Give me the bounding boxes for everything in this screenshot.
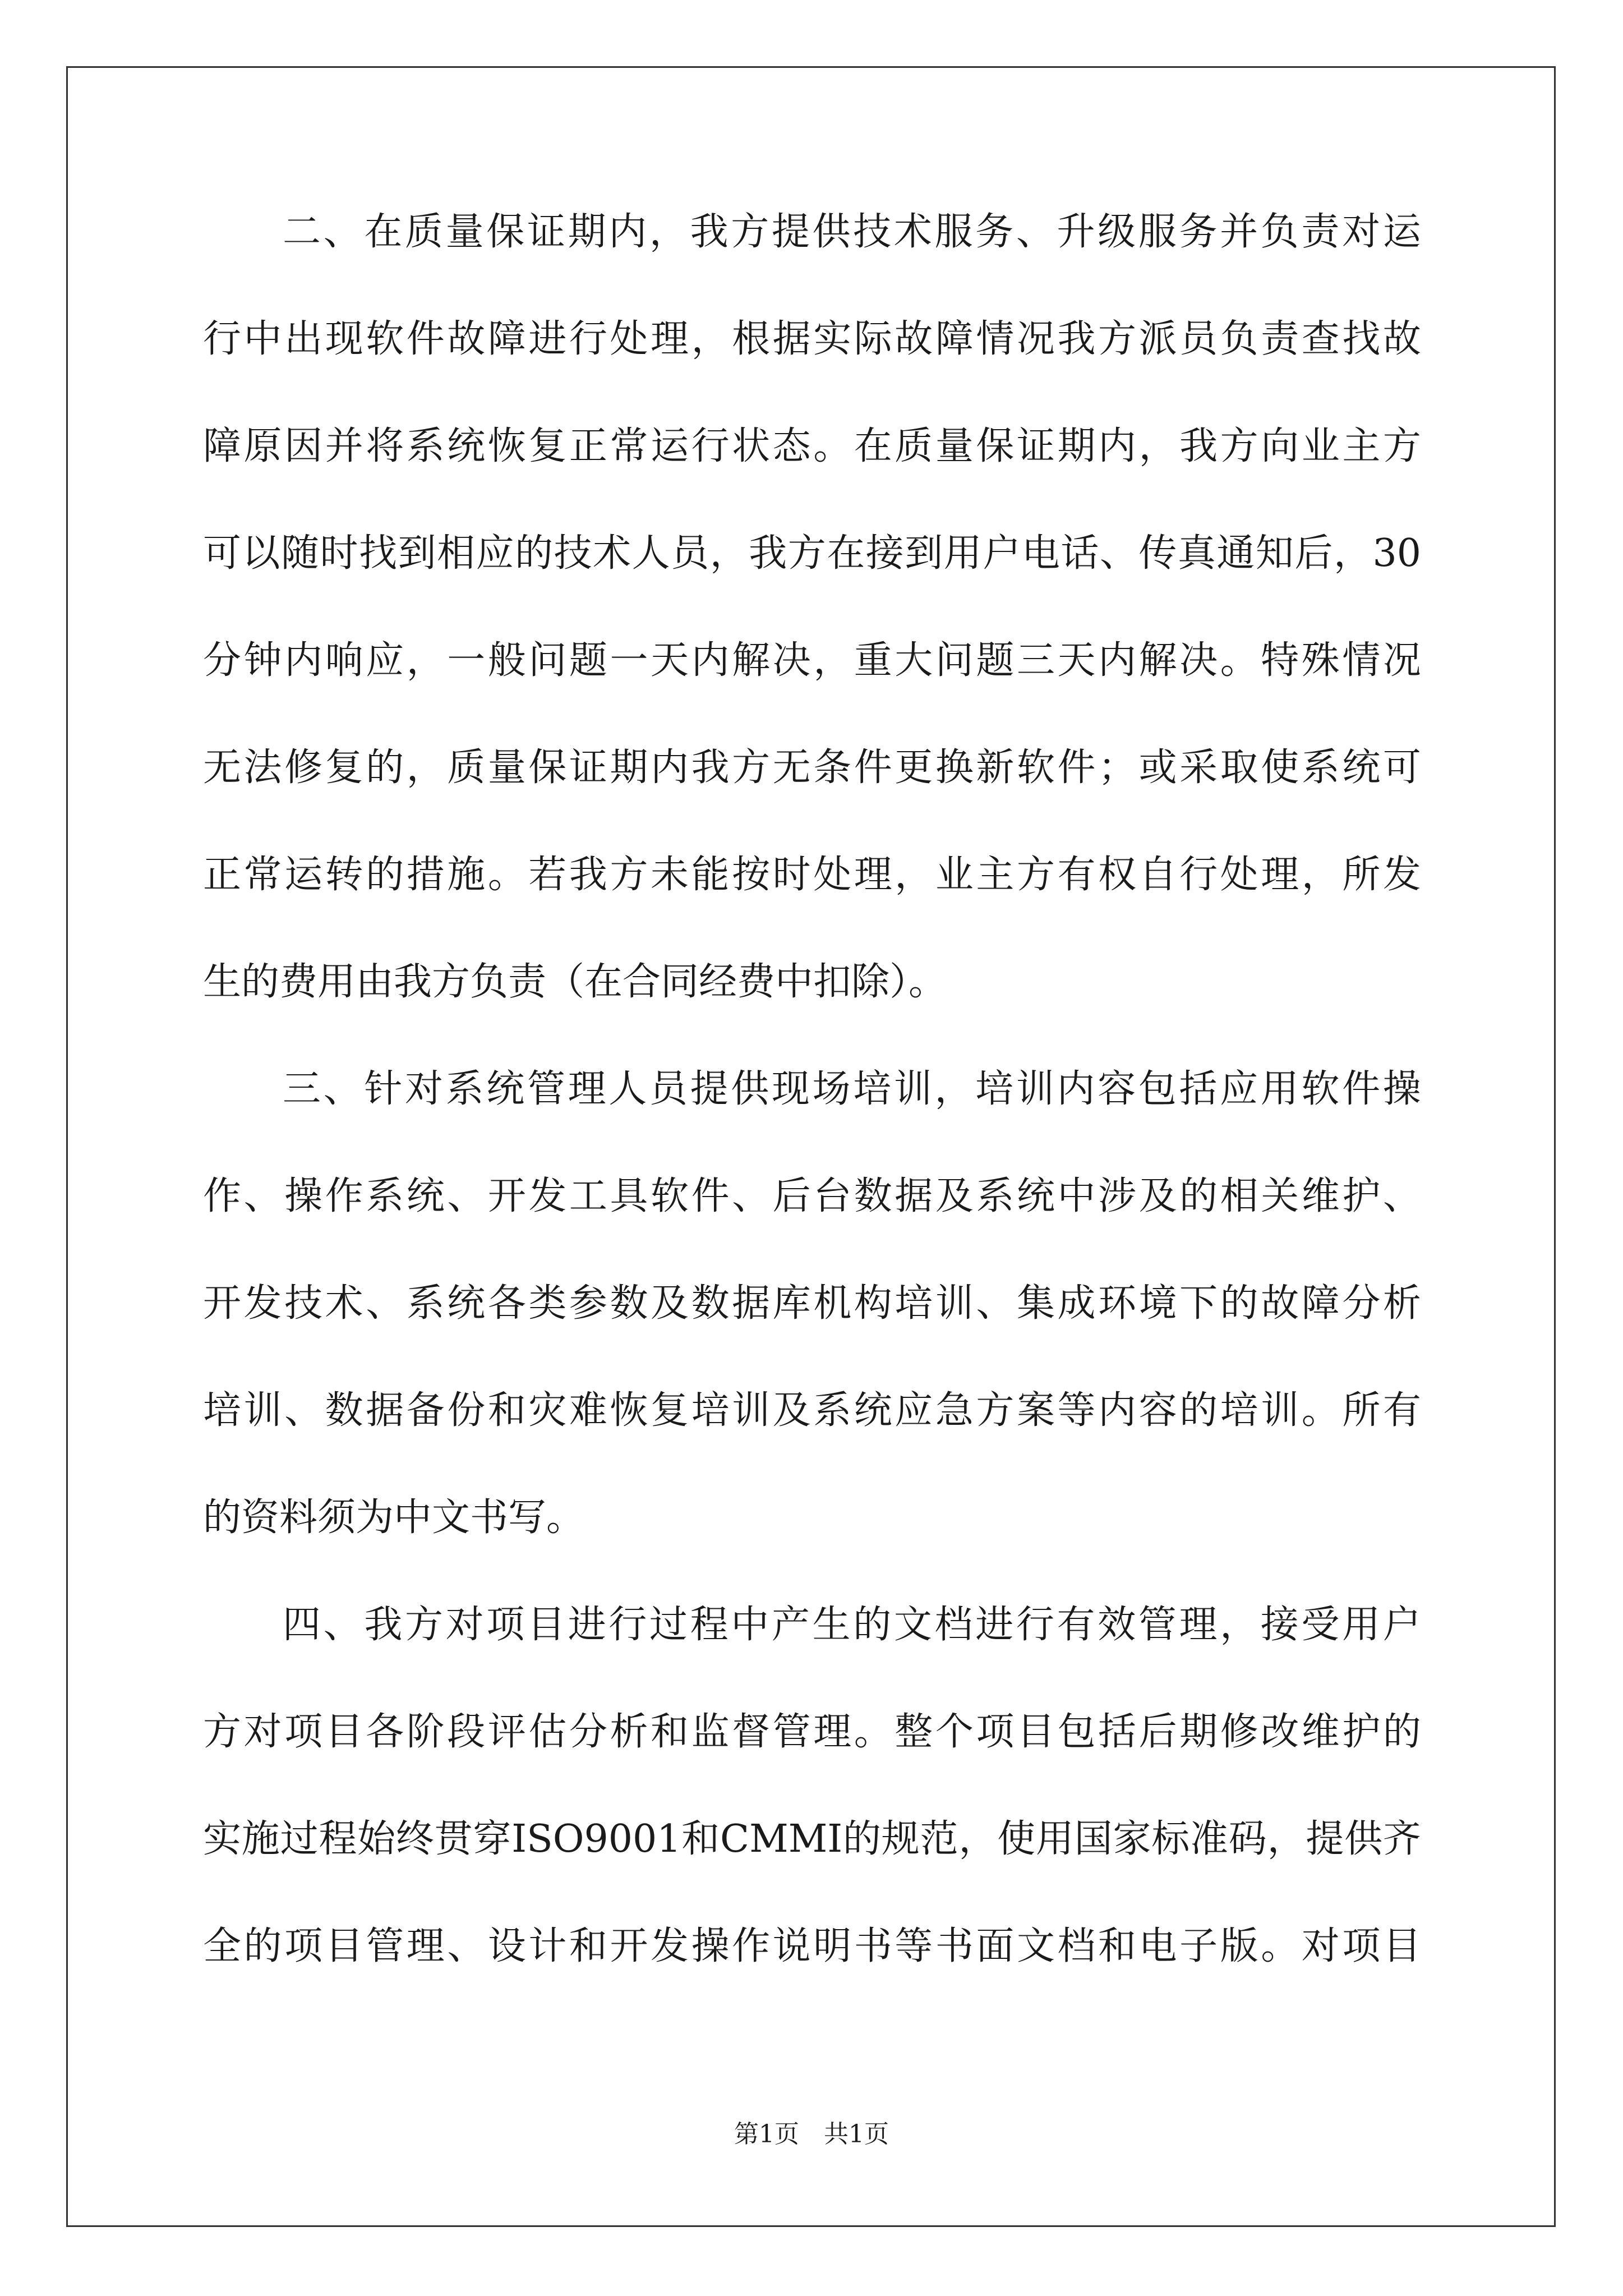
paragraph-3-line-1: 三 、 针 对 系 统 管 理 人 员 提 供 现 场 培 训 ， 培 训 内 容 包 括 应 用 软 件 操 xyxy=(283,1067,1421,1111)
paragraph-4-line-2: 方 对 项 目 各 阶 段 评 估 分 析 和 监 督 管 理 。 整 个 项 目 包 括 后 期 修 改 维 护 的 xyxy=(203,1710,1421,1754)
paragraph-2-line-5: 分 钟 内 响 应 ， 一 般 问 题 一 天 内 解 决 ， 重 大 问 题 三 天 内 解 决 。 特 殊 情 况 xyxy=(203,638,1421,683)
paragraph-2-line-3: 障 原 因 并 将 系 统 恢 复 正 常 运 行 状 态 。 在 质 量 保 证 期 内 ， 我 方 向 业 主 方 xyxy=(203,424,1421,468)
paragraph-4-line-3: 实 施 过 程 始 终 贯 穿 ISO9001 和 CMMI 的 规 范 ， 使 用 国 家 标 准 码 ， 提 供 齐 xyxy=(203,1817,1421,1861)
paragraph-2-line-7: 正 常 运 转 的 措 施 。 若 我 方 未 能 按 时 处 理 ， 业 主 方 有 权 自 行 处 理 ， 所 发 xyxy=(203,853,1421,897)
paragraph-3-line-5: 的资料须为中文书写。 xyxy=(203,1496,585,1540)
paragraph-3-line-3: 开 发 技 术 、 系 统 各 类 参 数 及 数 据 库 机 构 培 训 、 集 成 环 境 下 的 故 障 分 析 xyxy=(203,1281,1421,1326)
page-footer: 第1页 共1页 xyxy=(734,2120,889,2148)
paragraph-2-line-2: 行 中 出 现 软 件 故 障 进 行 处 理 ， 根 据 实 际 故 障 情 况 我 方 派 员 负 责 查 找 故 xyxy=(203,317,1421,361)
paragraph-2-line-4: 可 以 随 时 找 到 相 应 的 技 术 人 员 ， 我 方 在 接 到 用 户 电 话 、 传 真 通 知 后 ， 30 xyxy=(203,531,1421,576)
paragraph-3-line-2: 作 、 操 作 系 统 、 开 发 工 具 软 件 、 后 台 数 据 及 系 统 中 涉 及 的 相 关 维 护 、 xyxy=(203,1174,1421,1218)
paragraph-4-line-1: 四 、 我 方 对 项 目 进 行 过 程 中 产 生 的 文 档 进 行 有 效 管 理 ， 接 受 用 户 xyxy=(283,1603,1421,1647)
paragraph-2-line-1: 二 、 在 质 量 保 证 期 内 ， 我 方 提 供 技 术 服 务 、 升 级 服 务 并 负 责 对 运 xyxy=(283,210,1421,254)
paragraph-2-line-8: 生的费用由我方负责（在合同经费中扣除）。 xyxy=(203,960,947,1004)
document-body xyxy=(203,210,1421,2035)
paragraph-2-line-6: 无 法 修 复 的 ， 质 量 保 证 期 内 我 方 无 条 件 更 换 新 软 件 ； 或 采 取 使 系 统 可 xyxy=(203,746,1421,790)
paragraph-3-line-4: 培 训 、 数 据 备 份 和 灾 难 恢 复 培 训 及 系 统 应 急 方 案 等 内 容 的 培 训 。 所 有 xyxy=(203,1388,1421,1433)
paragraph-4-line-4: 全 的 项 目 管 理 、 设 计 和 开 发 操 作 说 明 书 等 书 面 文 档 和 电 子 版 。 对 项 目 xyxy=(203,1924,1421,1968)
